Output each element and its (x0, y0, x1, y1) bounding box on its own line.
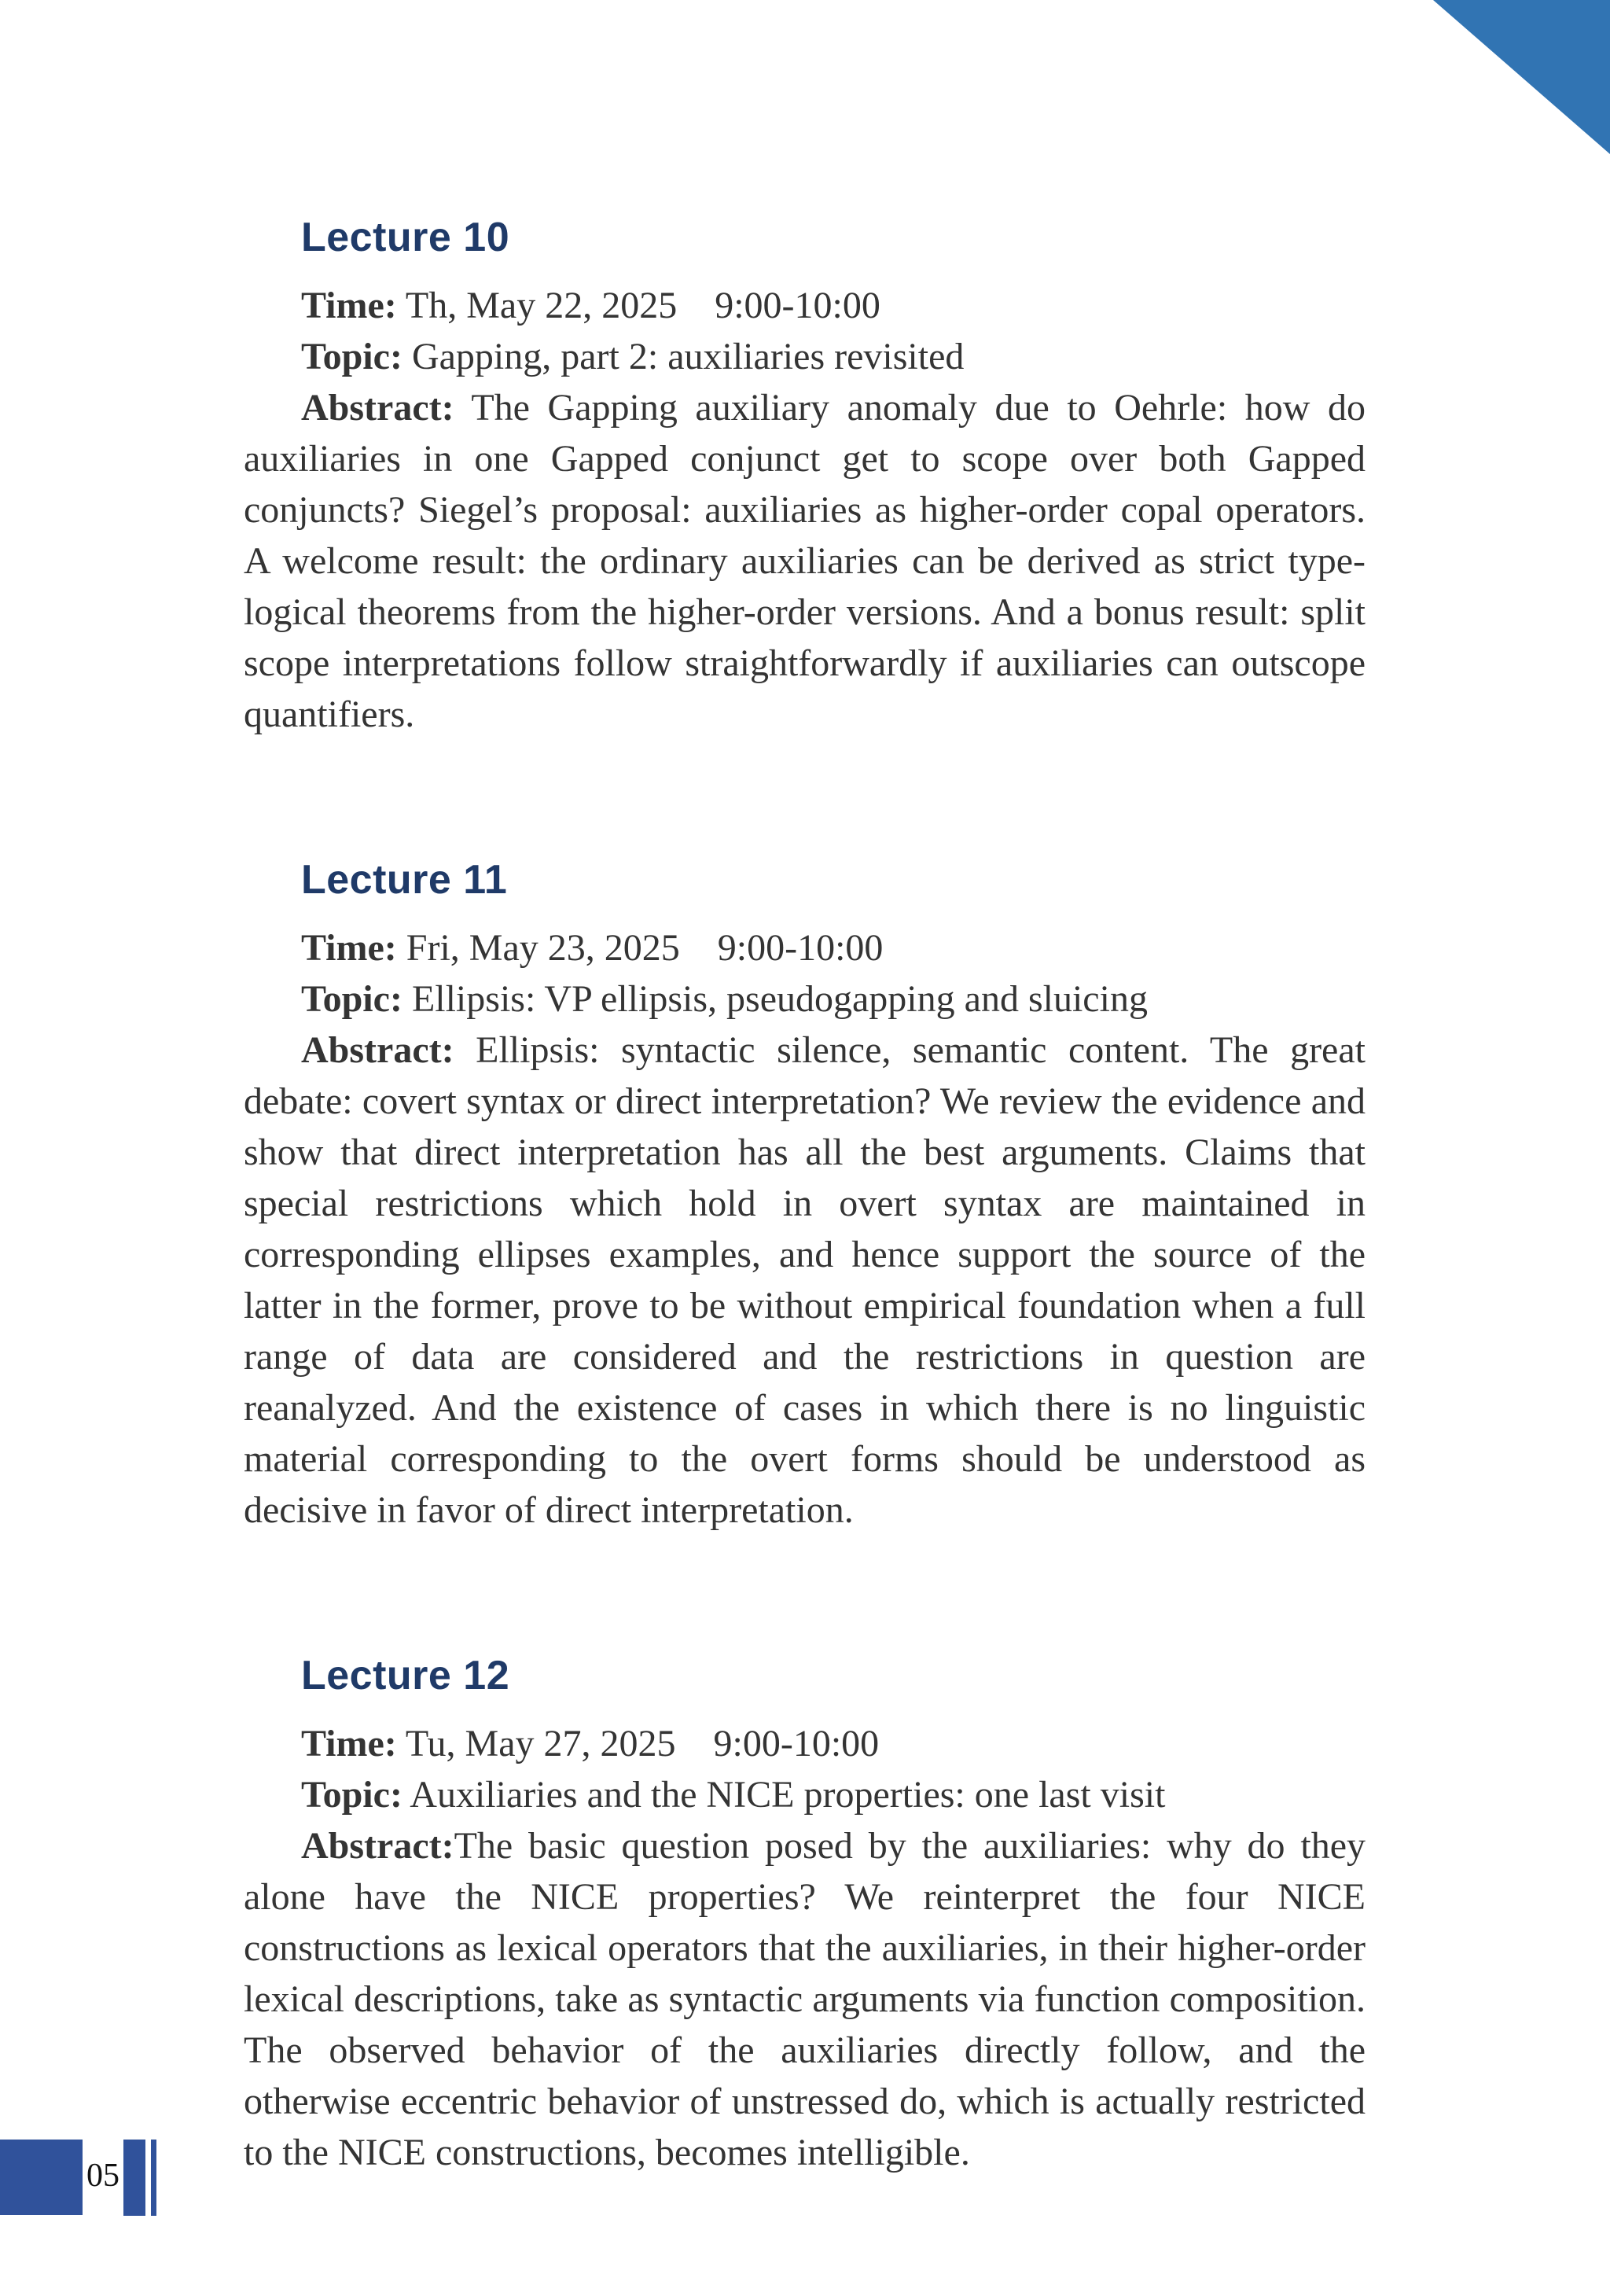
time-label: Time: (301, 927, 397, 969)
time-date: Tu, May 27, 2025 (396, 1723, 676, 1764)
corner-triangle-decoration (1433, 0, 1610, 154)
lecture-title: Lecture 11 (301, 857, 508, 903)
abstract-label: Abstract: (301, 1029, 454, 1071)
abstract-label: Abstract: (301, 1825, 454, 1867)
topic-row (244, 331, 1366, 382)
topic-text: Ellipsis: VP ellipsis, pseudogapping and sluicing (402, 978, 1148, 1020)
topic-label: Topic: (301, 336, 402, 377)
time-range: 9:00-10:00 (715, 285, 880, 326)
time-date: Th, May 22, 2025 (396, 285, 678, 326)
topic-row (244, 1769, 1366, 1820)
footer-square-decoration (0, 2140, 83, 2215)
abstract-label: Abstract: (301, 387, 454, 429)
lecture-title: Lecture 12 (301, 1653, 510, 1698)
abstract-paragraph (244, 1025, 1366, 1536)
topic-text: Gapping, part 2: auxiliaries revisited (402, 336, 965, 377)
lecture-title: Lecture 10 (301, 215, 510, 260)
abstract-paragraph (244, 382, 1366, 740)
abstract-paragraph (244, 1820, 1366, 2178)
lecture-section-11 (244, 858, 1366, 1536)
topic-label: Topic: (301, 978, 402, 1020)
footer-bar-thin-decoration (151, 2140, 156, 2216)
lecture-section-10 (244, 215, 1366, 740)
topic-row (244, 973, 1366, 1025)
time-range: 9:00-10:00 (717, 927, 884, 969)
abstract-text: The basic question posed by the auxiliaries: why do they alone have the NICE properties? We reinterpret the four NICE constructions as lexical operators that the auxiliaries, in their higher-order lexical descriptions, take as syntactic arguments via function composition. The observed behavior of the auxiliaries directly follow, and the otherwise eccentric behavior of unstressed do, which is actually restricted to the NICE constructions, becomes intelligible. (244, 1825, 1366, 2173)
page-content (244, 215, 1366, 2296)
time-range: 9:00-10:00 (713, 1723, 880, 1764)
page-number: 05 (86, 2158, 119, 2194)
time-row (244, 1718, 1366, 1769)
time-label: Time: (301, 285, 397, 326)
page-footer (0, 2140, 1610, 2216)
lecture-section-12 (244, 1654, 1366, 2178)
footer-bar-thick-decoration (123, 2140, 145, 2216)
topic-label: Topic: (301, 1774, 402, 1816)
abstract-text: Ellipsis: syntactic silence, semantic content. The great debate: covert syntax or direct interpretation? We review the evidence and show that direct interpretation has all the best arguments. Claims that special restrictions which hold in overt syntax are maintained in corresponding ellipses examples, and hence support the source of the latter in the former, prove to be without empirical foundation when a full range of data are considered and the restrictions in question are reanalyzed. And the existence of cases in which there is no linguistic material corresponding to the overt forms should be understood as decisive in favor of direct interpretation. (244, 1029, 1366, 1531)
abstract-text: The Gapping auxiliary anomaly due to Oehrle: how do auxiliaries in one Gapped conjunct get to scope over both Gapped conjuncts? Siegel’s proposal: auxiliaries as higher-order copal operators. A welcome result: the ordinary auxiliaries can be derived as strict type-logical theorems from the higher-order versions. And a bonus result: split scope interpretations follow straightforwardly if auxiliaries can outscope quantifiers. (244, 387, 1366, 735)
time-date: Fri, May 23, 2025 (396, 927, 680, 969)
time-label: Time: (301, 1723, 397, 1764)
topic-text: Auxiliaries and the NICE properties: one last visit (402, 1774, 1166, 1816)
time-row (244, 280, 1366, 331)
time-row (244, 922, 1366, 973)
